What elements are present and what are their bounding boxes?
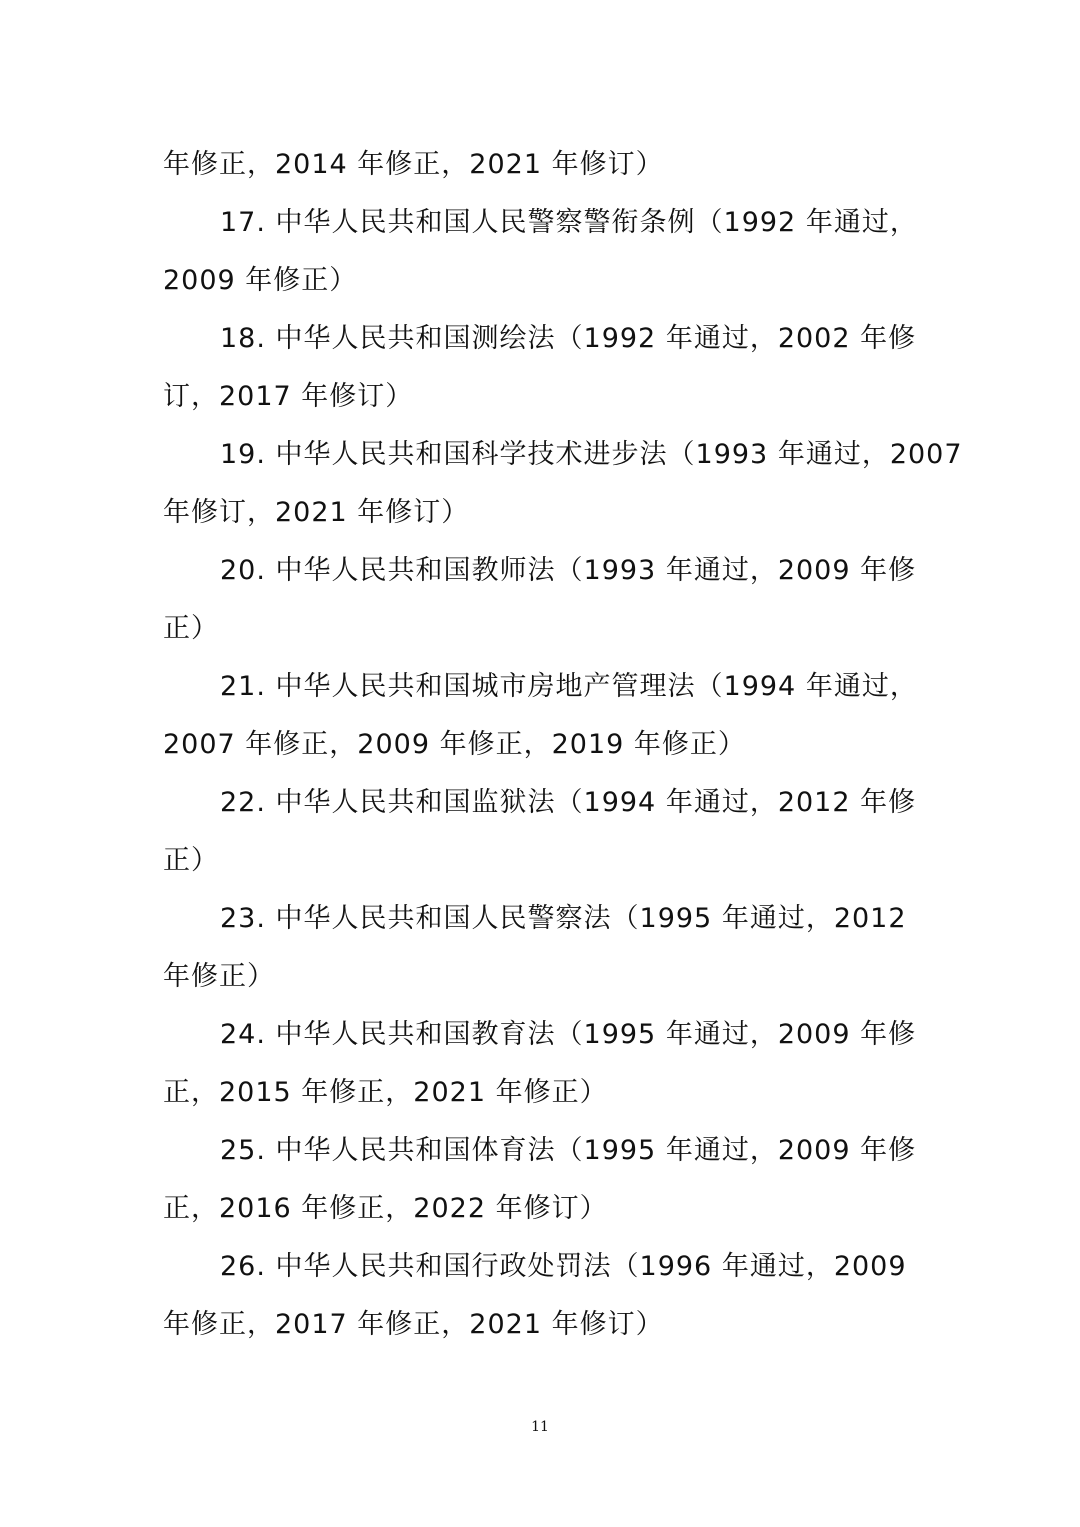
text-line: 2007 年修正，2009 年修正，2019 年修正）: [163, 729, 746, 760]
list-item-22: 22. 中华人民共和国监狱法（1994 年通过，2012 年修: [220, 787, 917, 818]
list-item-18: 18. 中华人民共和国测绘法（1992 年通过，2002 年修: [220, 323, 917, 354]
text-line: 正）: [163, 845, 219, 876]
text-line: 正，2015 年修正，2021 年修正）: [163, 1077, 608, 1108]
text-line: 正）: [163, 613, 219, 644]
page-number: 11: [531, 1419, 549, 1435]
list-item-19: 19. 中华人民共和国科学技术进步法（1993 年通过，2007: [220, 439, 963, 470]
text-line: 订，2017 年修订）: [163, 381, 414, 412]
text-line: 年修正，2014 年修正，2021 年修订）: [163, 149, 664, 180]
text-line: 年修正，2017 年修正，2021 年修订）: [163, 1309, 664, 1340]
text-line: 正，2016 年修正，2022 年修订）: [163, 1193, 608, 1224]
list-item-26: 26. 中华人民共和国行政处罚法（1996 年通过，2009: [220, 1251, 907, 1282]
text-line: 年修正）: [163, 961, 275, 992]
text-line: 2009 年修正）: [163, 265, 358, 296]
list-item-23: 23. 中华人民共和国人民警察法（1995 年通过，2012: [220, 903, 907, 934]
text-line: 年修订，2021 年修订）: [163, 497, 470, 528]
list-item-20: 20. 中华人民共和国教师法（1993 年通过，2009 年修: [220, 555, 917, 586]
list-item-21: 21. 中华人民共和国城市房地产管理法（1994 年通过，: [220, 671, 918, 702]
list-item-25: 25. 中华人民共和国体育法（1995 年通过，2009 年修: [220, 1135, 917, 1166]
list-item-17: 17. 中华人民共和国人民警察警衔条例（1992 年通过，: [220, 207, 918, 238]
list-item-24: 24. 中华人民共和国教育法（1995 年通过，2009 年修: [220, 1019, 917, 1050]
